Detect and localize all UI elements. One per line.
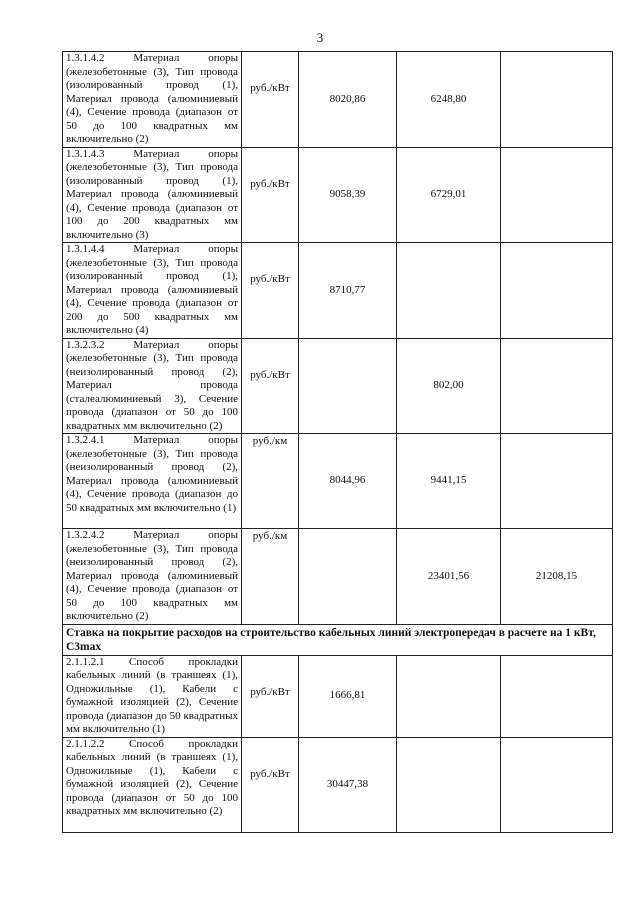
- table-row: [63, 655, 613, 737]
- table-row: [63, 338, 613, 434]
- row-value-3: [501, 147, 613, 243]
- row-description: 2.1.1.2.2 Способ прокладки кабельных линий (в траншеях (1), Одножильные (1), Кабели с бумажной изоляцией (2), Сечение провода (диапазон от 50 до 100 квадратных мм включительно (2): [63, 737, 242, 832]
- table-row: [63, 243, 613, 339]
- row-value-1: [299, 338, 397, 434]
- section-header: Ставка на покрытие расходов на строительство кабельных линий электропередач в расчете на 1 кВт, С3max: [63, 624, 613, 655]
- row-value-3: [501, 434, 613, 529]
- row-value-3: [501, 737, 613, 832]
- row-value-1: 30447,38: [299, 737, 397, 832]
- row-unit: руб./кВт: [242, 52, 299, 148]
- row-value-2: 23401,56: [397, 529, 501, 625]
- row-value-3: [501, 655, 613, 737]
- table-row: [63, 52, 613, 148]
- table-row: [63, 737, 613, 832]
- table-row: [63, 147, 613, 243]
- row-unit: руб./кВт: [242, 338, 299, 434]
- section-header-row: [63, 624, 613, 655]
- row-description: 1.3.1.4.3 Материал опоры (железобетонные (3), Тип провода (изолированный провод (1), Материал провода (алюминиевый (4), Сечение провода (диапазон от 100 до 200 квадратных мм включительно (3): [63, 147, 242, 243]
- row-value-2: 802,00: [397, 338, 501, 434]
- page-number: 3: [316, 30, 324, 45]
- row-value-3: [501, 243, 613, 339]
- row-description: 1.3.2.4.1 Материал опоры (железобетонные (3), Тип провода (неизолированный провод (2), Материал провода (алюминиевый (4), Сечение провода (диапазон до 50 квадратных мм включительно (1): [63, 434, 242, 529]
- row-description: 1.3.2.4.2 Материал опоры (железобетонные (3), Тип провода (неизолированный провод (2), Материал провода (алюминиевый (4), Сечение провода (диапазон от 50 до 100 квадратных мм включительно (2): [63, 529, 242, 625]
- row-description: 1.3.2.3.2 Материал опоры (железобетонные (3), Тип провода (неизолированный провод (2), Материал провода (сталеалюминиевый 3), Сечение провода (диапазон от 50 до 100 квадратных мм включительно (2): [63, 338, 242, 434]
- row-value-2: [397, 243, 501, 339]
- row-description: 2.1.1.2.1 Способ прокладки кабельных линий (в траншеях (1), Одножильные (1), Кабели с бумажной изоляцией (2), Сечение провода (диапазон до 50 квадратных мм включительно (1): [63, 655, 242, 737]
- table-row: [63, 529, 613, 625]
- tariff-table: [62, 51, 613, 833]
- row-value-1: [299, 529, 397, 625]
- row-value-1: 8020,86: [299, 52, 397, 148]
- row-value-3: 21208,15: [501, 529, 613, 625]
- row-value-2: 6729,01: [397, 147, 501, 243]
- row-unit: руб./кВт: [242, 243, 299, 339]
- row-value-1: 8710,77: [299, 243, 397, 339]
- row-unit: руб./кВт: [242, 737, 299, 832]
- row-value-1: 8044,96: [299, 434, 397, 529]
- row-unit: руб./кВт: [242, 655, 299, 737]
- row-value-2: 9441,15: [397, 434, 501, 529]
- row-value-1: 9058,39: [299, 147, 397, 243]
- table-row: [63, 434, 613, 529]
- row-value-3: [501, 52, 613, 148]
- row-unit: руб./кВт: [242, 147, 299, 243]
- row-value-2: [397, 737, 501, 832]
- row-value-1: 1666,81: [299, 655, 397, 737]
- row-value-3: [501, 338, 613, 434]
- row-unit: руб./км: [242, 529, 299, 625]
- row-value-2: 6248,80: [397, 52, 501, 148]
- row-value-2: [397, 655, 501, 737]
- row-description: 1.3.1.4.4 Материал опоры (железобетонные (3), Тип провода (изолированный провод (1), Материал провода (алюминиевый (4), Сечение провода (диапазон от 200 до 500 квадратных мм включительно (4): [63, 243, 242, 339]
- row-description: 1.3.1.4.2 Материал опоры (железобетонные (3), Тип провода (изолированный провод (1), Материал провода (алюминиевый (4), Сечение провода (диапазон от 50 до 100 квадратных мм включительно (2): [63, 52, 242, 148]
- row-unit: руб./км: [242, 434, 299, 529]
